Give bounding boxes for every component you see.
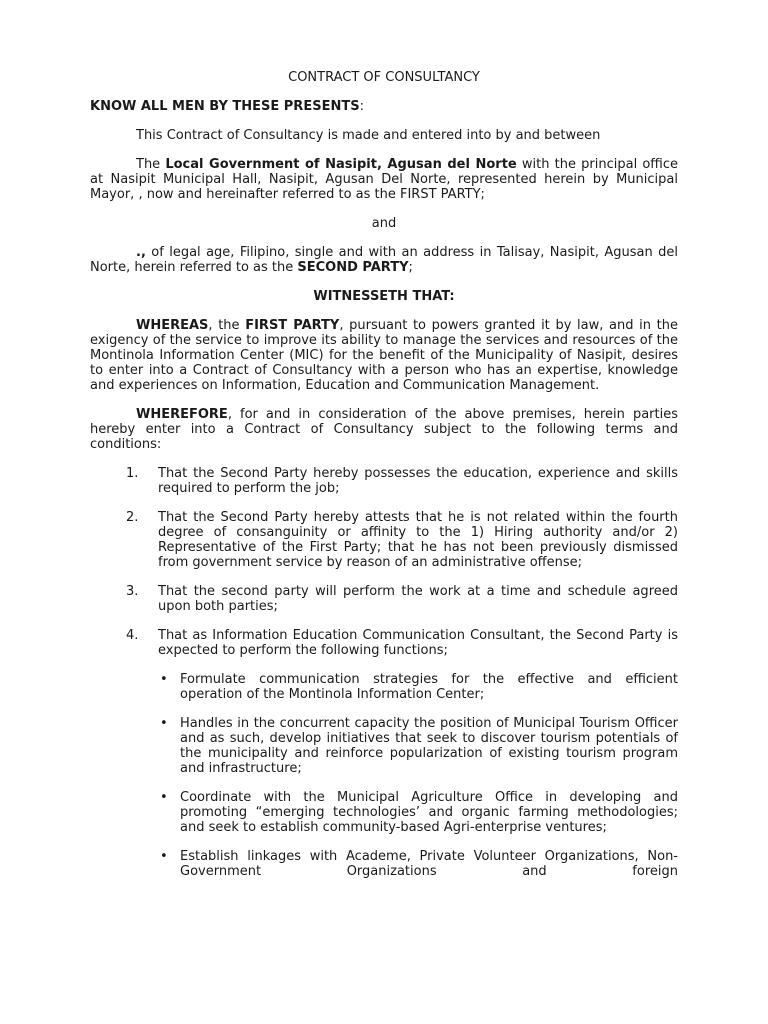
- contract-document: [90, 70, 678, 893]
- intro-paragraph: This Contract of Consultancy is made and entered into by and between: [136, 128, 601, 143]
- and-separator: and: [371, 216, 397, 231]
- function-text: Handles in the concurrent capacity the position of Municipal Tourism Officer and as such, develop initiatives that seek to discover tourism potentials of the municipality and reinforce popularization of existing tourism program and infrastructure;: [180, 716, 678, 776]
- function-item: [158, 849, 678, 879]
- document-title: CONTRACT OF CONSULTANCY: [288, 70, 480, 85]
- function-item: [158, 716, 678, 776]
- term-item: [90, 510, 678, 570]
- term-text: That the second party will perform the work at a time and schedule agreed upon both parties;: [158, 584, 678, 614]
- whereas-paragraph: WHEREAS, the FIRST PARTY, pursuant to powers granted it by law, and in the exigency of the service to improve its ability to manage the services and resources of the Montinola Information Center (MIC) for the benefit of the Municipality of Nasipit, desires to enter into a Contract of Consultancy with a person who has an expertise, knowledge and experiences on Information, Education and Communication Management.: [90, 318, 679, 393]
- first-party-name: Local Government of Nasipit, Agusan del Norte: [165, 157, 517, 172]
- term-text: That as Information Education Communication Consultant, the Second Party is expected to perform the following functions;: [158, 628, 678, 658]
- first-party-paragraph: The Local Government of Nasipit, Agusan del Norte with the principal office at Nasipit Municipal Hall, Nasipit, Agusan Del Norte, represented herein by Municipal Mayor, , now and hereinafter referred to as the FIRST PARTY;: [90, 157, 679, 202]
- function-item: [158, 672, 678, 702]
- witnesseth-heading: WITNESSETH THAT:: [313, 289, 455, 304]
- bullet-icon: •: [160, 790, 168, 805]
- term-item: [90, 628, 678, 879]
- bullet-icon: •: [160, 716, 168, 731]
- function-text: Formulate communication strategies for the effective and efficient operation of the Montinola Information Center;: [180, 672, 678, 702]
- function-text: Establish linkages with Academe, Private Volunteer Organizations, Non-Government Organizations and foreign: [180, 849, 678, 879]
- term-number: 3.: [126, 584, 139, 599]
- bullet-icon: •: [160, 849, 168, 864]
- function-item: [158, 790, 678, 835]
- functions-list: [158, 672, 678, 879]
- terms-list: [90, 466, 678, 879]
- term-number: 4.: [126, 628, 139, 643]
- term-item: [90, 584, 678, 614]
- term-text: That the Second Party hereby possesses the education, experience and skills required to perform the job;: [158, 466, 678, 496]
- bullet-icon: •: [160, 672, 168, 687]
- second-party-name: .,: [136, 245, 146, 260]
- second-party-role: SECOND PARTY: [297, 260, 409, 275]
- term-text: That the Second Party hereby attests that he is not related within the fourth degree of consanguinity or affinity to the 1) Hiring authority and/or 2) Representative of the First Party; that he has not been previously dismissed from government service by reason of an administrative offense;: [158, 510, 678, 570]
- term-number: 1.: [126, 466, 139, 481]
- term-item: [90, 466, 678, 496]
- second-party-paragraph: ., of legal age, Filipino, single and with an address in Talisay, Nasipit, Agusan del Norte, herein referred to as the SECOND PARTY;: [90, 245, 678, 275]
- term-number: 2.: [126, 510, 139, 525]
- function-text: Coordinate with the Municipal Agriculture Office in developing and promoting “emerging technologies’ and organic farming methodologies; and seek to establish community-based Agri-enterprise ventures;: [180, 790, 678, 835]
- know-all-text: KNOW ALL MEN BY THESE PRESENTS: [90, 99, 360, 114]
- know-all-colon: :: [359, 99, 364, 114]
- wherefore-paragraph: WHEREFORE, for and in consideration of the above premises, herein parties hereby enter into a Contract of Consultancy subject to the following terms and conditions:: [90, 407, 678, 452]
- know-all-heading: [90, 99, 678, 114]
